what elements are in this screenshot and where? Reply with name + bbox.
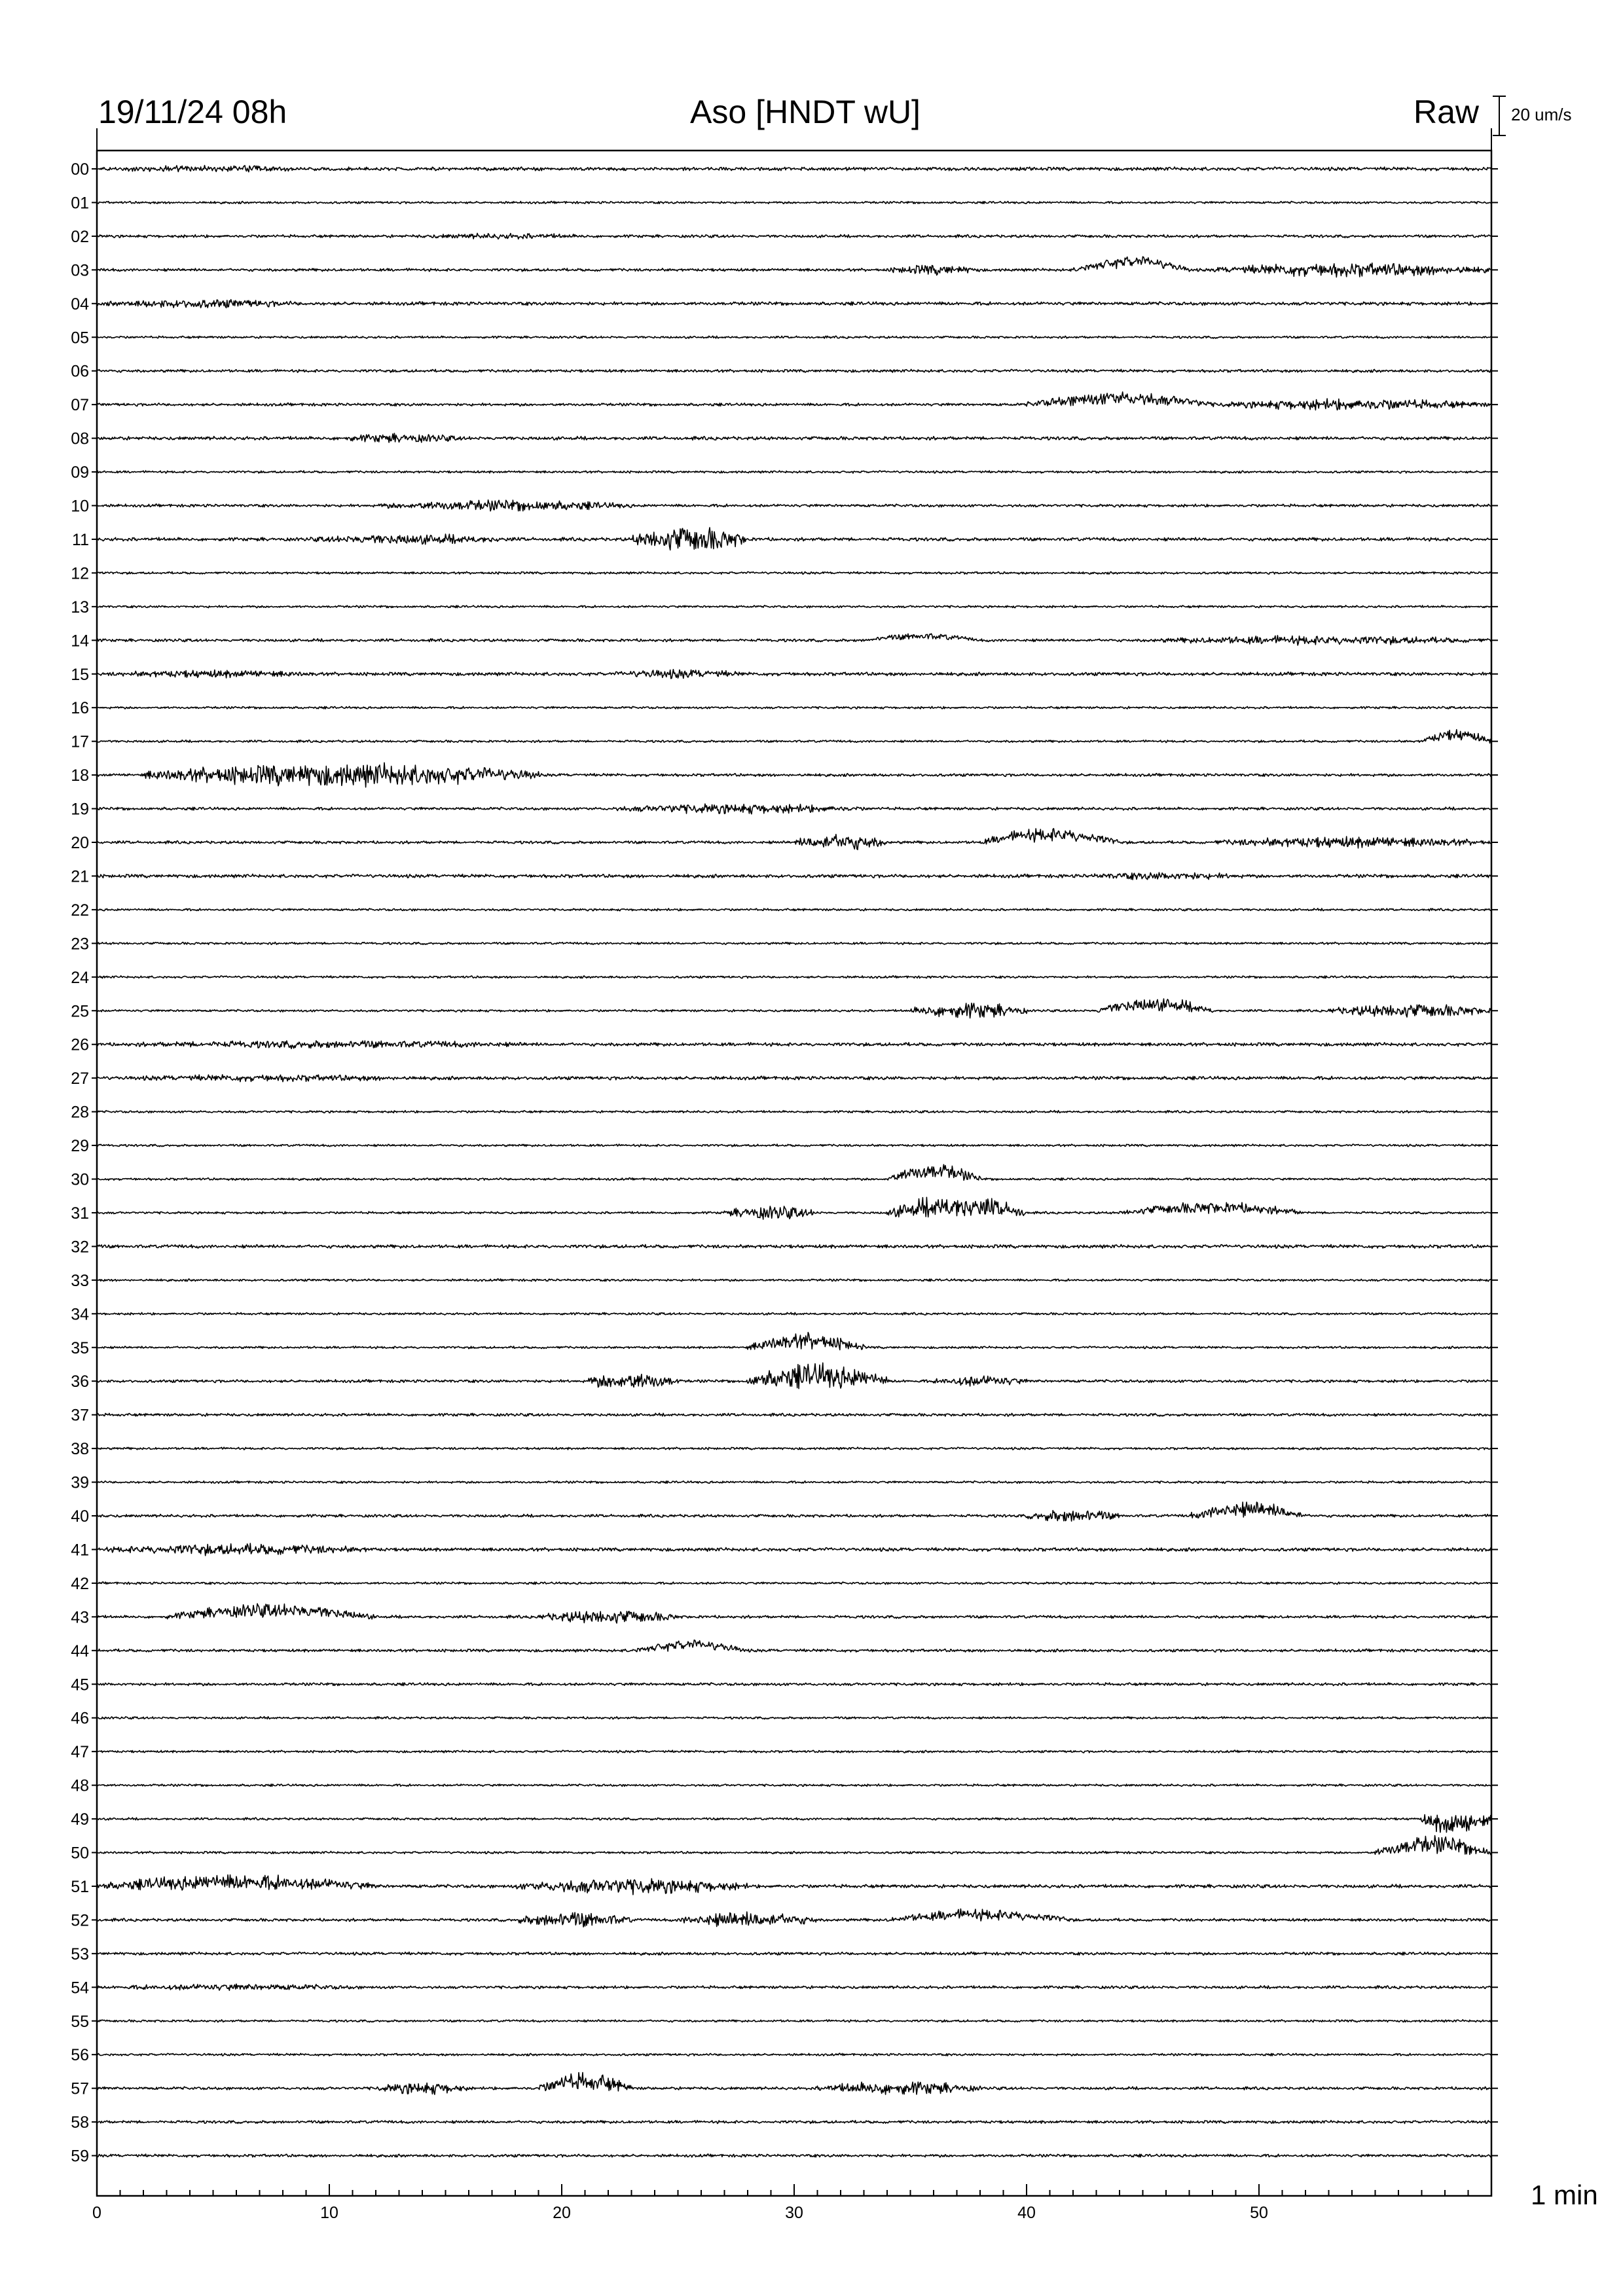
row-label: 06: [71, 362, 89, 381]
row-label: 32: [71, 1238, 89, 1257]
x-tick-label: 10: [320, 2204, 338, 2222]
row-label: 33: [71, 1271, 89, 1290]
trace-line: [97, 1815, 1491, 1833]
trace-line: [97, 202, 1491, 204]
mode-label: Raw: [1413, 94, 1479, 130]
trace-line: [97, 1784, 1491, 1787]
trace-line: [97, 2073, 1491, 2095]
row-label: 55: [71, 2012, 89, 2031]
row-label: 30: [71, 1170, 89, 1189]
trace-line: [97, 1245, 1491, 1249]
x-tick-label: 0: [92, 2204, 101, 2222]
trace-line: [97, 471, 1491, 473]
trace-line: [97, 872, 1491, 880]
trace-line: [97, 1312, 1491, 1315]
row-label: 01: [71, 194, 89, 213]
trace-line: [97, 1604, 1491, 1623]
row-label: 25: [71, 1002, 89, 1021]
station-title: Aso [HNDT wU]: [690, 94, 921, 130]
trace-line: [97, 500, 1491, 511]
trace-line: [97, 1041, 1491, 1049]
trace-line: [97, 1363, 1491, 1388]
trace-line: [97, 166, 1491, 172]
trace-line: [97, 829, 1491, 850]
x-tick-label: 40: [1017, 2204, 1036, 2222]
trace-line: [97, 1333, 1491, 1350]
row-label: 35: [71, 1338, 89, 1357]
trace-line: [97, 1144, 1491, 1147]
trace-line: [97, 762, 1491, 787]
row-label: 38: [71, 1440, 89, 1459]
trace-line: [97, 1413, 1491, 1416]
row-label: 52: [71, 1911, 89, 1930]
trace-line: [97, 670, 1491, 679]
trace-line: [97, 1836, 1491, 1855]
trace-line: [97, 300, 1491, 308]
row-label: 13: [71, 598, 89, 617]
trace-line: [97, 1909, 1491, 1928]
trace-line: [97, 1197, 1491, 1219]
row-label: 37: [71, 1406, 89, 1425]
trace-line: [97, 528, 1491, 550]
trace-line: [97, 1717, 1491, 1719]
row-label: 29: [71, 1137, 89, 1156]
trace-line: [97, 2154, 1491, 2157]
x-tick-label: 50: [1250, 2204, 1268, 2222]
trace-line: [97, 1502, 1491, 1521]
trace-line: [97, 804, 1491, 814]
trace-line: [97, 1582, 1491, 1585]
row-label: 16: [71, 699, 89, 718]
trace-line: [97, 634, 1491, 645]
trace-line: [97, 942, 1491, 944]
trace-line: [97, 392, 1491, 410]
row-label: 24: [71, 968, 89, 987]
trace-line: [97, 1447, 1491, 1450]
trace-line: [97, 336, 1491, 338]
row-label: 12: [71, 564, 89, 583]
trace-line: [97, 976, 1491, 978]
row-label: 59: [71, 2147, 89, 2166]
trace-line: [97, 1952, 1491, 1955]
trace-line: [97, 605, 1491, 608]
trace-line: [97, 706, 1491, 709]
row-label: 18: [71, 766, 89, 785]
trace-line: [97, 2121, 1491, 2124]
row-label: 39: [71, 1473, 89, 1492]
trace-line: [97, 233, 1491, 239]
row-label: 51: [71, 1877, 89, 1896]
x-axis-unit-label: 1 min: [1531, 2179, 1598, 2210]
row-label: 26: [71, 1035, 89, 1054]
trace-line: [97, 1111, 1491, 1113]
trace-line: [97, 1279, 1491, 1282]
row-label: 31: [71, 1204, 89, 1223]
trace-line: [97, 1984, 1491, 1990]
trace-line: [97, 433, 1491, 442]
row-label: 15: [71, 665, 89, 684]
row-label: 43: [71, 1608, 89, 1627]
row-label: 56: [71, 2046, 89, 2065]
row-label: 19: [71, 800, 89, 819]
row-label: 50: [71, 1844, 89, 1863]
row-label: 02: [71, 227, 89, 246]
trace-line: [97, 1640, 1491, 1652]
row-label: 36: [71, 1372, 89, 1391]
row-label: 49: [71, 1810, 89, 1829]
row-label: 11: [72, 530, 89, 549]
row-label: 21: [71, 867, 89, 886]
trace-line: [97, 908, 1491, 911]
trace-line: [97, 1875, 1491, 1895]
trace-line: [97, 999, 1491, 1018]
trace-line: [97, 1543, 1491, 1556]
row-label: 22: [71, 901, 89, 920]
trace-line: [97, 1164, 1491, 1180]
row-label: 28: [71, 1103, 89, 1122]
row-label: 46: [71, 1709, 89, 1728]
row-label: 53: [71, 1945, 89, 1964]
trace-line: [97, 1481, 1491, 1484]
date-hour-label: 19/11/24 08h: [98, 94, 287, 130]
row-label: 47: [71, 1743, 89, 1762]
row-label: 17: [71, 732, 89, 751]
trace-line: [97, 369, 1491, 372]
amplitude-scale-label: 20 um/s: [1511, 105, 1572, 124]
plot-frame: [97, 151, 1491, 2196]
row-label: 54: [71, 1979, 89, 1998]
row-label: 44: [71, 1641, 89, 1660]
row-label: 40: [71, 1507, 89, 1526]
row-label: 48: [71, 1776, 89, 1795]
trace-line: [97, 730, 1491, 744]
x-tick-label: 20: [553, 2204, 571, 2222]
trace-line: [97, 1075, 1491, 1082]
trace-line: [97, 2020, 1491, 2022]
row-label: 05: [71, 329, 89, 348]
trace-line: [97, 257, 1491, 277]
row-label: 45: [71, 1676, 89, 1695]
row-label: 14: [71, 632, 89, 651]
row-label: 27: [71, 1069, 89, 1088]
row-label: 00: [71, 160, 89, 179]
row-label: 09: [71, 463, 89, 482]
row-label: 58: [71, 2113, 89, 2132]
row-label: 23: [71, 935, 89, 954]
row-label: 03: [71, 261, 89, 280]
row-label: 10: [71, 497, 89, 516]
trace-line: [97, 1750, 1491, 1753]
row-label: 08: [71, 429, 89, 448]
trace-line: [97, 571, 1491, 574]
trace-line: [97, 2053, 1491, 2056]
trace-line: [97, 1683, 1491, 1686]
row-label: 42: [71, 1574, 89, 1593]
row-label: 20: [71, 834, 89, 852]
x-tick-label: 30: [785, 2204, 803, 2222]
row-label: 41: [71, 1541, 89, 1560]
row-label: 04: [71, 295, 89, 314]
row-label: 07: [71, 396, 89, 415]
row-label: 57: [71, 2079, 89, 2098]
row-label: 34: [71, 1305, 89, 1324]
